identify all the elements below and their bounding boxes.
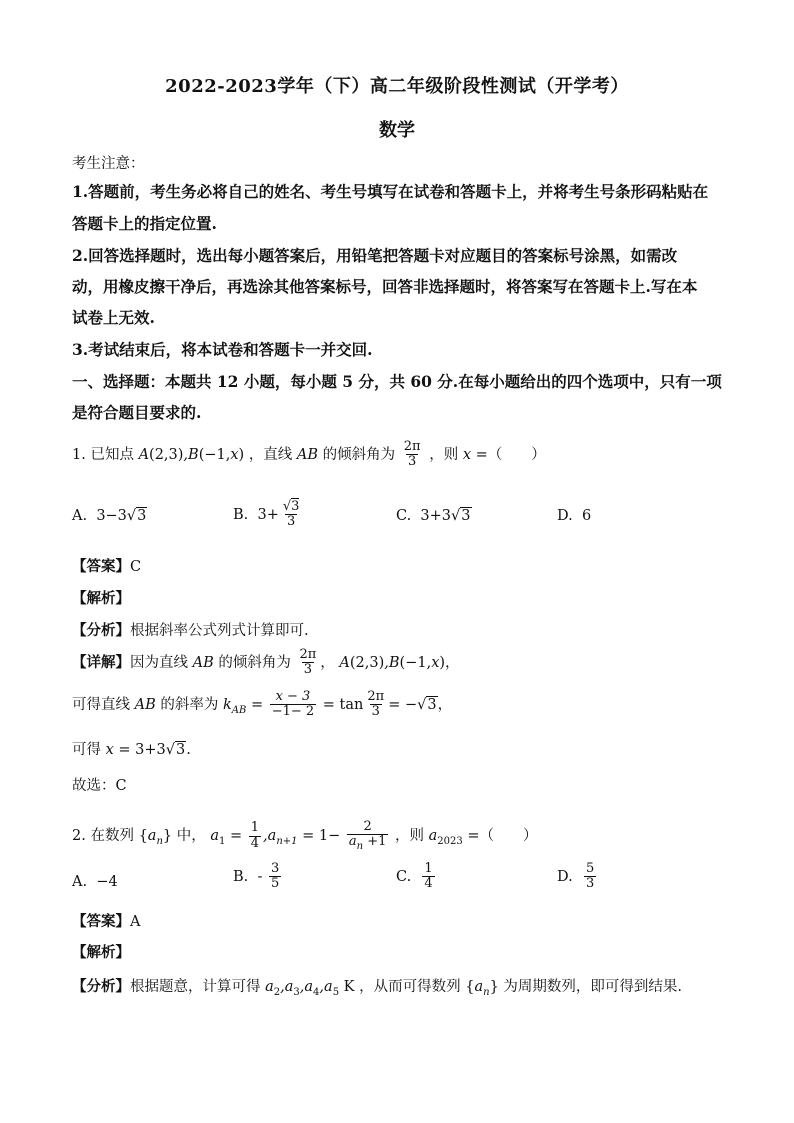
q1-option-c: [396, 508, 472, 524]
question-2: [72, 820, 537, 852]
option-label: B.: [233, 868, 249, 885]
fenxi-text: 根据斜率公式列式计算即可.: [130, 623, 309, 639]
step-2-text-2: 的斜率为: [160, 696, 219, 713]
q1-mid2: 的倾斜角为: [322, 446, 396, 463]
q2-fenxi: [72, 975, 682, 998]
fenxi-text-2: ，从而可得数列: [359, 979, 461, 995]
q1-fenxi: [72, 619, 309, 640]
q2-end: =（ ）: [467, 828, 538, 845]
q2-option-c-value: $\frac{1}{4}$: [424, 861, 433, 892]
step-2-text: 可得直线: [72, 696, 130, 713]
q1-conclusion: 故选：C: [72, 778, 127, 794]
q2-option-a-value: −4: [96, 874, 118, 890]
fenxi-text-1: 根据题意，计算可得: [130, 979, 261, 995]
subject-title: 数学: [379, 120, 415, 141]
answer-label: 【答案】: [72, 913, 130, 930]
q1-points: A(2,3),B(−1,x): [138, 446, 245, 463]
q1-mid: ，直线: [248, 446, 293, 463]
q2-suffix: ，则: [395, 828, 424, 845]
q1-step-2: 可得直线 AB 的斜率为 $k_{AB}$ = $\frac{x - 3}{-1- 2}$ = tan $\frac{2\pi}{3}$ = −√3，: [72, 689, 453, 720]
option-label: A.: [72, 874, 88, 890]
q2-option-d-value: $\frac{5}{3}$: [585, 861, 595, 892]
q1-suffix: ，则: [429, 446, 459, 463]
q2-option-c: [396, 862, 437, 892]
xiangjie-text-2: 的倾斜角为: [218, 654, 291, 671]
q1-answer: [72, 555, 141, 576]
step-2-formula: $k_{AB}$ = $\frac{x - 3}{-1- 2}$ = tan $\frac{2\pi}{3}$ = −√3: [222, 689, 437, 720]
q1-angle-fraction: $\frac{2\pi}{3}$: [403, 439, 421, 470]
q2-option-b: [233, 862, 283, 892]
analysis-label: 【解析】: [72, 590, 130, 607]
xiangjie-label: 【详解】: [72, 653, 130, 671]
q2-analysis-label: [72, 941, 130, 962]
q2-target: $a_{2023}$: [428, 828, 463, 848]
q1-option-b-value: 3+ $\frac{√3}{3}$: [257, 499, 300, 530]
q1-option-d: [557, 508, 591, 524]
step-2-ab: AB: [134, 696, 156, 713]
notice-item-3: 3.考试结束后，将本试卷和答题卡一并交回.: [72, 340, 373, 359]
q2-option-a: [72, 874, 118, 890]
step-3-text: 可得: [72, 742, 101, 758]
q1-var-x: x: [462, 446, 472, 463]
analysis-label: 【解析】: [72, 944, 130, 961]
question-1: [72, 440, 546, 470]
answer-value: C: [130, 559, 142, 575]
answer-value: A: [130, 914, 141, 930]
q1-option-b: [233, 500, 303, 530]
fenxi-sequence: $\{a_n\}$: [465, 979, 499, 998]
xiangjie-points: A(2,3),B(−1,x): [339, 654, 446, 671]
fenxi-terms: $a_2,a_3,a_4,a_5$ K: [265, 979, 355, 998]
notice-item-2-line-2: 动，用橡皮擦干净后，再选涂其他答案标号，回答非选择题时，将答案写在答题卡上.写在本: [72, 277, 698, 296]
xiangjie-angle: $\frac{2\pi}{3}$: [299, 647, 317, 678]
option-label: D.: [557, 508, 573, 524]
q1-xiangjie: 【详解】因为直线 AB 的倾斜角为 $\frac{2\pi}{3}$ ， A(2,3),B(−1,x)，: [72, 647, 460, 678]
step-3-formula: x = 3+3√3: [105, 742, 186, 758]
option-label: B.: [233, 506, 249, 523]
q2-prefix: 2. 在数列: [72, 828, 134, 845]
notice-item-1-line-1: 1.答题前，考生务必将自己的姓名、考生号填写在试卷和答题卡上，并将考生号条形码粘贴在: [72, 182, 709, 201]
q2-mid: 中，: [176, 828, 206, 845]
section-1-line-2: 是符合题目要求的.: [72, 403, 202, 422]
notice-item-2-line-1: 2.回答选择题时，选出每小题答案后，用铅笔把答题卡对应题目的答案标号涂黑，如需改: [72, 246, 678, 265]
fenxi-text-3: 为周期数列，即可得到结果.: [503, 979, 683, 995]
q1-analysis-label: [72, 587, 130, 608]
fenxi-label: 【分析】: [72, 978, 130, 995]
page-title: 2022-2023学年（下）高二年级阶段性测试（开学考）: [165, 76, 629, 97]
answer-label: 【答案】: [72, 558, 130, 575]
xiangjie-text: 因为直线: [130, 654, 188, 671]
q1-option-d-value: 6: [581, 508, 592, 524]
q2-answer: [72, 910, 140, 931]
q2-option-b-value: - $\frac{3}{5}$: [257, 861, 280, 892]
q1-option-a: [72, 508, 147, 524]
q1-step-3: 可得 x = 3+3√3.: [72, 742, 191, 758]
q2-option-d: [557, 862, 598, 892]
option-label: C.: [396, 868, 412, 885]
notice-item-2-line-3: 试卷上无效.: [72, 308, 155, 327]
q2-sequence: $\{a_n\}$: [138, 828, 173, 848]
q1-prefix: 1. 已知点: [72, 446, 134, 463]
q2-recurrence: $a_1$ = $\frac{1}{4}$ $,a_{n+1} = 1-$ $\frac{2}{a_n +1}$: [210, 819, 387, 853]
q1-end: =（ ）: [475, 446, 546, 463]
fenxi-label: 【分析】: [72, 622, 130, 639]
notice-heading: 考生注意：: [72, 156, 145, 172]
q1-option-c-value: 3+3√3: [420, 508, 471, 524]
q1-option-a-value: 3−3√3: [96, 508, 147, 524]
notice-item-1-line-2: 答题卡上的指定位置.: [72, 214, 217, 233]
option-label: C.: [396, 508, 412, 524]
option-label: A.: [72, 508, 88, 524]
q1-line-ab: AB: [296, 446, 319, 463]
option-label: D.: [557, 868, 573, 885]
xiangjie-ab: AB: [192, 654, 214, 671]
section-1-line-1: 一、选择题：本题共 12 小题，每小题 5 分，共 60 分.在每小题给出的四个选项中，只有一项: [72, 372, 722, 391]
